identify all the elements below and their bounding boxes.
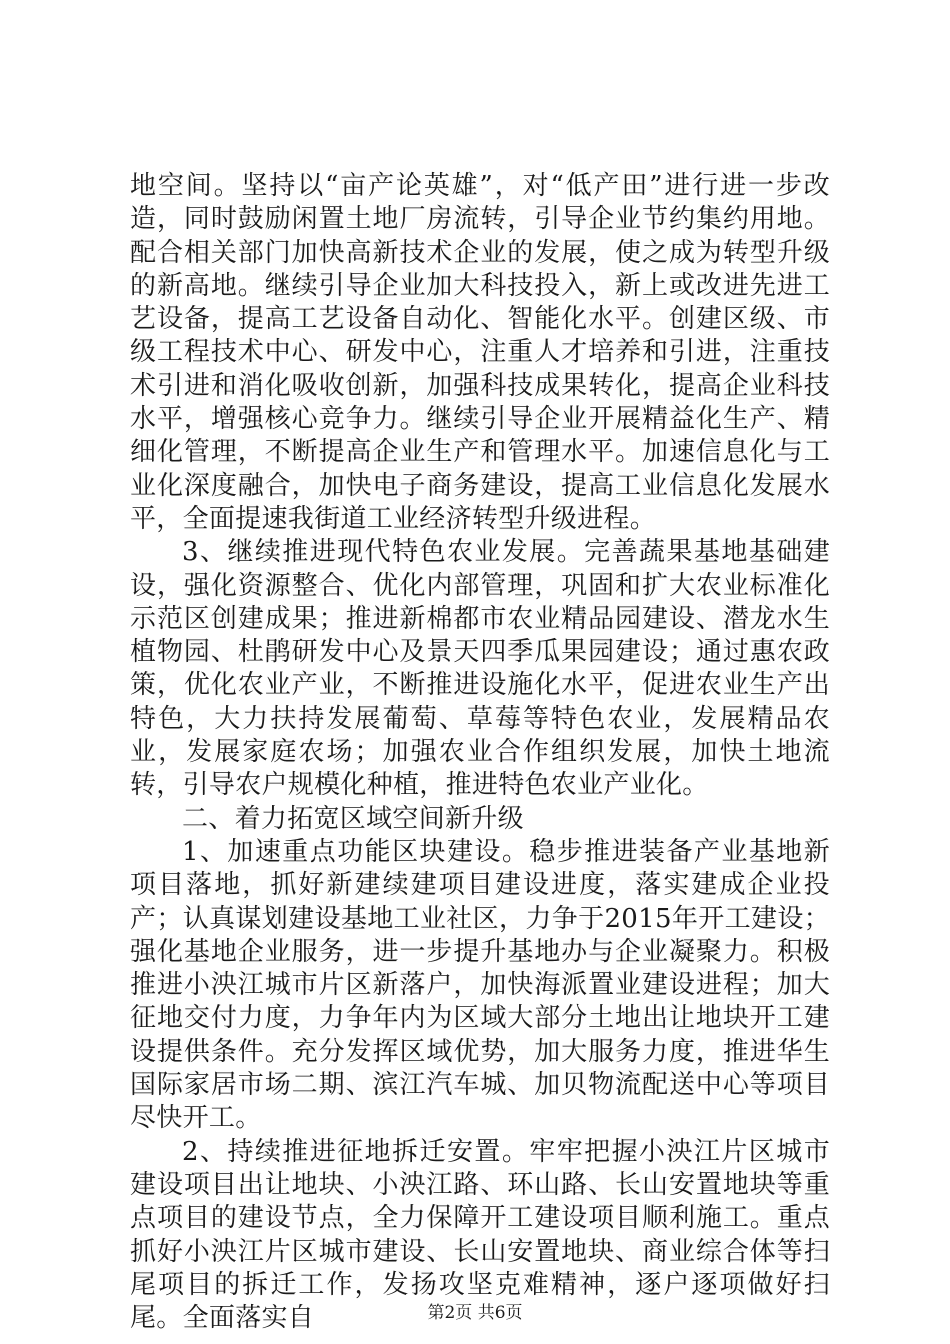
page-footer: 第2页 共6页 — [427, 1303, 523, 1323]
paragraph-functional-blocks: 1、加速重点功能区块建设。稳步推进装备产业基地新项目落地，抓好新建续建项目建设进度，落实建成企业投产；认真谋划建设基地工业社区，力争于2015年开工建设；强化基地企业服务，进一步提升基地办与企业凝聚力。积极推进小泱江城市片区新落户，加快海派置业建设进程；加大征地交付力度，力争年内为区域大部分土地出让地块开工建设提供条件。充分发挥区域优势，加大服务力度，推进华生国际家居市场二期、滨江汽车城、加贝物流配送中心等项目尽快开工。 — [130, 836, 830, 1134]
paragraph-continuation: 地空间。坚持以“亩产论英雄”，对“低产田”进行进一步改造，同时鼓励闲置土地厂房流转，引导企业节约集约用地。配合相关部门加快高新技术企业的发展，使之成为转型升级的新高地。继续引导企业加大科技投入，新上或改进先进工艺设备，提高工艺设备自动化、智能化水平。创建区级、市级工程技术中心、研发中心，注重人才培养和引进，注重技术引进和消化吸收创新，加强科技成果转化，提高企业科技水平，增强核心竞争力。继续引导企业开展精益化生产、精细化管理，不断提高企业生产和管理水平。加速信息化与工业化深度融合，加快电子商务建设，提高工业信息化发展水平，全面提速我街道工业经济转型升级进程。 — [130, 171, 830, 534]
document-body — [130, 170, 830, 1335]
paragraph-agriculture: 3、继续推进现代特色农业发展。完善蔬果基地基础建设，强化资源整合、优化内部管理，巩固和扩大农业标准化示范区创建成果；推进新棉都市农业精品园建设、潜龙水生植物园、杜鹃研发中心及景天四季瓜果园建设；通过惠农政策，优化农业产业，不断推进设施化水平，促进农业生产出特色，大力扶持发展葡萄、草莓等特色农业，发展精品农业，发展家庭农场；加强农业合作组织发展，加快土地流转，引导农户规模化种植，推进特色农业产业化。 — [130, 537, 830, 801]
section-heading: 二、着力拓宽区域空间新升级 — [182, 803, 524, 834]
paragraph-land-acquisition: 2、持续推进征地拆迁安置。牢牢把握小泱江片区城市建设项目出让地块、小泱江路、环山路、长山安置地块等重点项目的建设节点，全力保障开工建设项目顺利施工。重点抓好小泱江片区城市建设、长山安置地块、商业综合体等扫尾项目的拆迁工作，发扬攻坚克难精神，逐户逐项做好扫尾。全面落实自 — [130, 1136, 830, 1334]
